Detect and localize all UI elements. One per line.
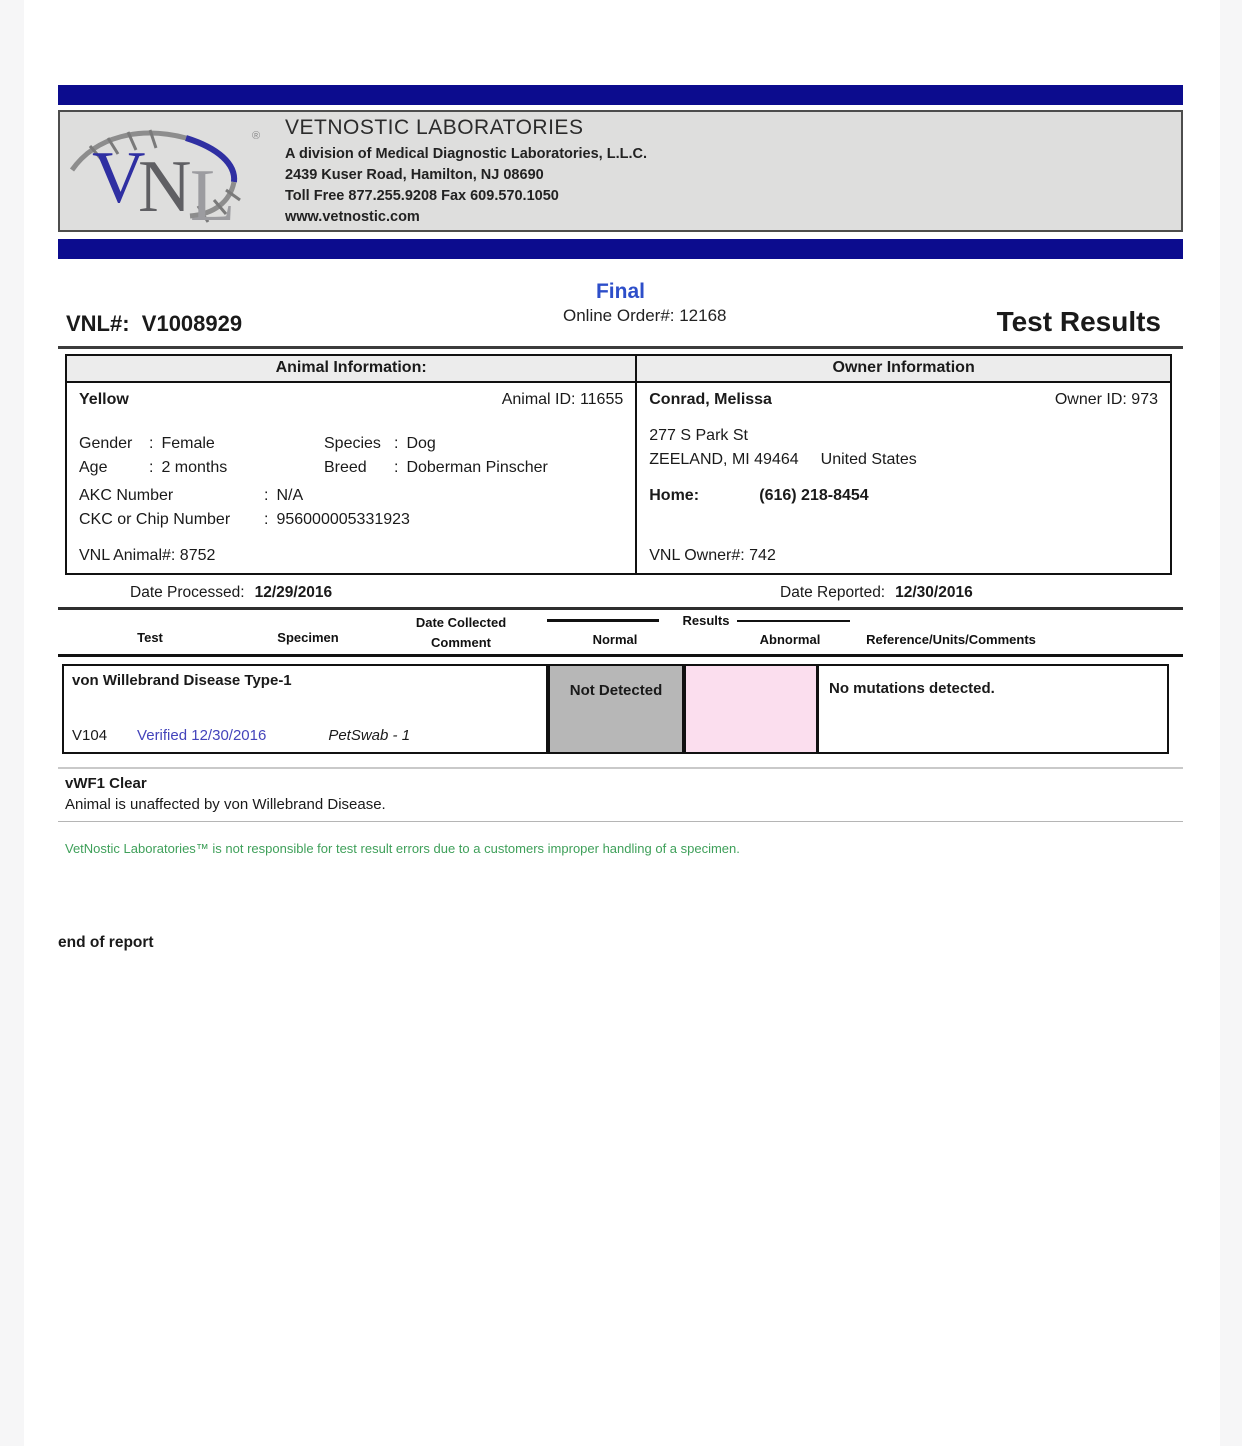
results-rule-right bbox=[737, 620, 850, 622]
page-title: Test Results bbox=[996, 306, 1161, 337]
results-header-divider bbox=[58, 654, 1183, 657]
logo-letter-l: L bbox=[190, 155, 236, 224]
column-header-test: Test bbox=[137, 630, 163, 645]
animal-age: Age : 2 months bbox=[79, 459, 228, 476]
report-status: Final bbox=[595, 280, 645, 303]
owner-address-line1: 277 S Park St bbox=[649, 427, 748, 444]
logo-letter-n: N bbox=[138, 146, 192, 224]
lab-website: www.vetnostic.com bbox=[285, 209, 420, 226]
info-table bbox=[65, 354, 1172, 575]
report-page bbox=[24, 0, 1220, 1446]
title-divider bbox=[58, 346, 1183, 349]
animal-breed: Breed : Doberman Pinscher bbox=[324, 459, 548, 476]
header-bottom-bar bbox=[58, 239, 1183, 259]
lab-division: A division of Medical Diagnostic Laboratories, L.L.C. bbox=[285, 145, 648, 162]
owner-country: United States bbox=[820, 451, 917, 468]
abnormal-result-cell bbox=[686, 666, 819, 752]
animal-id: Animal ID: 11655 bbox=[501, 391, 624, 408]
interpretation-top-divider bbox=[58, 767, 1183, 769]
lab-name: VETNOSTIC LABORATORIES bbox=[285, 115, 584, 139]
reference-comments-cell: No mutations detected. bbox=[829, 680, 995, 697]
owner-info-body bbox=[637, 383, 1170, 573]
owner-info-header: Owner Information bbox=[637, 356, 1170, 383]
column-header-results: Results bbox=[682, 613, 730, 628]
owner-name: Conrad, Melissa bbox=[649, 391, 772, 408]
vnl-number: VNL#: V1008929 bbox=[66, 311, 243, 336]
animal-species: Species : Dog bbox=[324, 435, 436, 452]
test-name: von Willebrand Disease Type-1 bbox=[72, 672, 292, 689]
date-reported: Date Reported: 12/30/2016 bbox=[780, 584, 973, 601]
interpretation-block bbox=[65, 775, 1169, 813]
registered-trademark-icon: ® bbox=[252, 130, 261, 142]
vnl-logo bbox=[60, 112, 285, 230]
animal-gender: Gender : Female bbox=[79, 435, 215, 452]
owner-info-section bbox=[637, 356, 1170, 573]
vnl-owner-number: VNL Owner#: 742 bbox=[649, 547, 776, 564]
vnl-animal-number: VNL Animal#: 8752 bbox=[79, 547, 216, 564]
date-processed: Date Processed: 12/29/2016 bbox=[130, 584, 333, 601]
interpretation-text: Animal is unaffected by von Willebrand Disease. bbox=[65, 796, 386, 813]
end-of-report-label: end of report bbox=[58, 934, 154, 951]
results-rule-left bbox=[547, 619, 659, 622]
animal-info-section bbox=[67, 356, 637, 573]
lab-header-box bbox=[58, 110, 1183, 232]
animal-chip-number: CKC or Chip Number : 956000005331923 bbox=[79, 511, 410, 528]
interpretation-title: vWF1 Clear bbox=[65, 775, 147, 792]
column-header-reference: Reference/Units/Comments bbox=[866, 632, 1036, 647]
animal-info-header: Animal Information: bbox=[67, 356, 635, 383]
specimen-value: PetSwab - 1 bbox=[328, 727, 411, 744]
vnl-logo-graphic bbox=[68, 124, 268, 224]
disclaimer-text: VetNostic Laboratories™ is not responsible for test result errors due to a customers improper handling of a specimen. bbox=[65, 841, 740, 856]
lab-info-block bbox=[285, 114, 647, 228]
results-column-headers bbox=[58, 610, 1183, 654]
column-header-normal: Normal bbox=[592, 632, 638, 647]
dates-row bbox=[58, 577, 1183, 607]
header-top-bar bbox=[58, 85, 1183, 105]
normal-result-cell: Not Detected bbox=[546, 666, 686, 752]
owner-id: Owner ID: 973 bbox=[1054, 391, 1158, 408]
interpretation-bottom-divider bbox=[58, 821, 1183, 822]
lab-address: 2439 Kuser Road, Hamilton, NJ 08690 bbox=[285, 166, 544, 183]
animal-name: Yellow bbox=[79, 391, 129, 408]
owner-home-phone: Home: (616) 218-8454 bbox=[649, 487, 869, 504]
owner-address-line2: ZEELAND, MI 49464 United States bbox=[649, 451, 917, 468]
column-header-specimen: Specimen bbox=[277, 630, 339, 645]
table-row bbox=[62, 664, 1169, 754]
verified-date: Verified 12/30/2016 bbox=[137, 727, 267, 744]
test-code: V104 bbox=[72, 727, 108, 744]
animal-info-body bbox=[67, 383, 635, 573]
result-test-cell bbox=[64, 666, 546, 752]
column-header-abnormal: Abnormal bbox=[759, 632, 821, 647]
column-header-date-collected: Date Collected Comment bbox=[415, 615, 507, 650]
online-order-number: Online Order#: 12168 bbox=[563, 306, 727, 325]
lab-phone-fax: Toll Free 877.255.9208 Fax 609.570.1050 bbox=[285, 188, 559, 204]
animal-akc-number: AKC Number : N/A bbox=[79, 487, 304, 504]
logo-letter-v: V bbox=[92, 137, 146, 219]
